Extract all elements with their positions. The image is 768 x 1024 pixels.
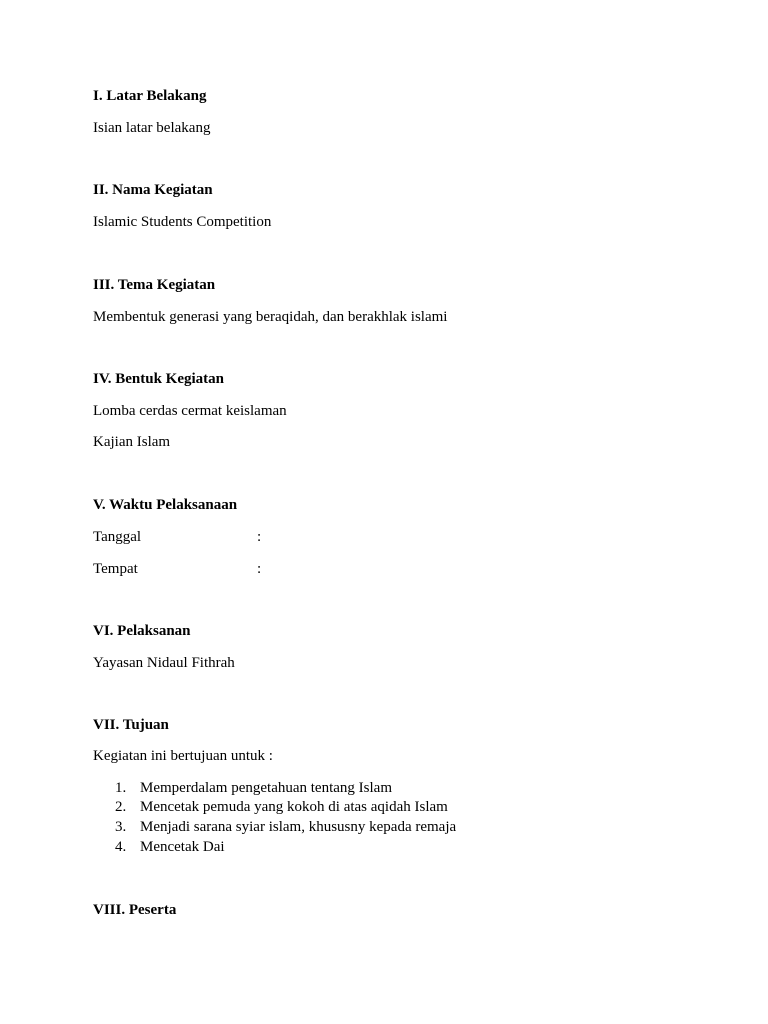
section-heading-nama-kegiatan: II. Nama Kegiatan bbox=[93, 182, 213, 198]
section-text-latar-belakang: Isian latar belakang bbox=[93, 120, 211, 136]
field-separator-tanggal: : bbox=[257, 529, 262, 545]
field-label-tanggal: Tanggal bbox=[93, 529, 142, 545]
section-heading-pelaksanan: VI. Pelaksanan bbox=[93, 623, 191, 639]
list-item: Mencetak Dai bbox=[140, 839, 225, 855]
section-heading-tema-kegiatan: III. Tema Kegiatan bbox=[93, 277, 216, 293]
section-text-nama-kegiatan: Islamic Students Competition bbox=[93, 214, 272, 230]
field-separator-tempat: : bbox=[257, 561, 262, 577]
section-heading-latar-belakang: I. Latar Belakang bbox=[93, 88, 207, 104]
section-text-bentuk-kegiatan-2: Kajian Islam bbox=[93, 434, 171, 450]
list-item-number: 1. bbox=[115, 780, 127, 796]
field-label-tempat: Tempat bbox=[93, 561, 138, 577]
section-heading-peserta: VIII. Peserta bbox=[93, 902, 177, 918]
section-text-pelaksanan: Yayasan Nidaul Fithrah bbox=[93, 655, 235, 671]
section-text-tema-kegiatan: Membentuk generasi yang beraqidah, dan berakhlak islami bbox=[93, 309, 448, 325]
section-text-bentuk-kegiatan-1: Lomba cerdas cermat keislaman bbox=[93, 403, 287, 419]
list-item-number: 3. bbox=[115, 819, 127, 835]
section-heading-waktu-pelaksanaan: V. Waktu Pelaksanaan bbox=[93, 497, 238, 513]
list-item-number: 4. bbox=[115, 839, 127, 855]
list-item: Mencetak pemuda yang kokoh di atas aqidah Islam bbox=[140, 799, 448, 815]
section-text-tujuan: Kegiatan ini bertujuan untuk : bbox=[93, 748, 273, 764]
section-heading-bentuk-kegiatan: IV. Bentuk Kegiatan bbox=[93, 371, 225, 387]
section-heading-tujuan: VII. Tujuan bbox=[93, 717, 169, 733]
list-item: Menjadi sarana syiar islam, khususny kepada remaja bbox=[140, 819, 457, 835]
list-item-number: 2. bbox=[115, 799, 127, 815]
list-item: Memperdalam pengetahuan tentang Islam bbox=[140, 780, 392, 796]
